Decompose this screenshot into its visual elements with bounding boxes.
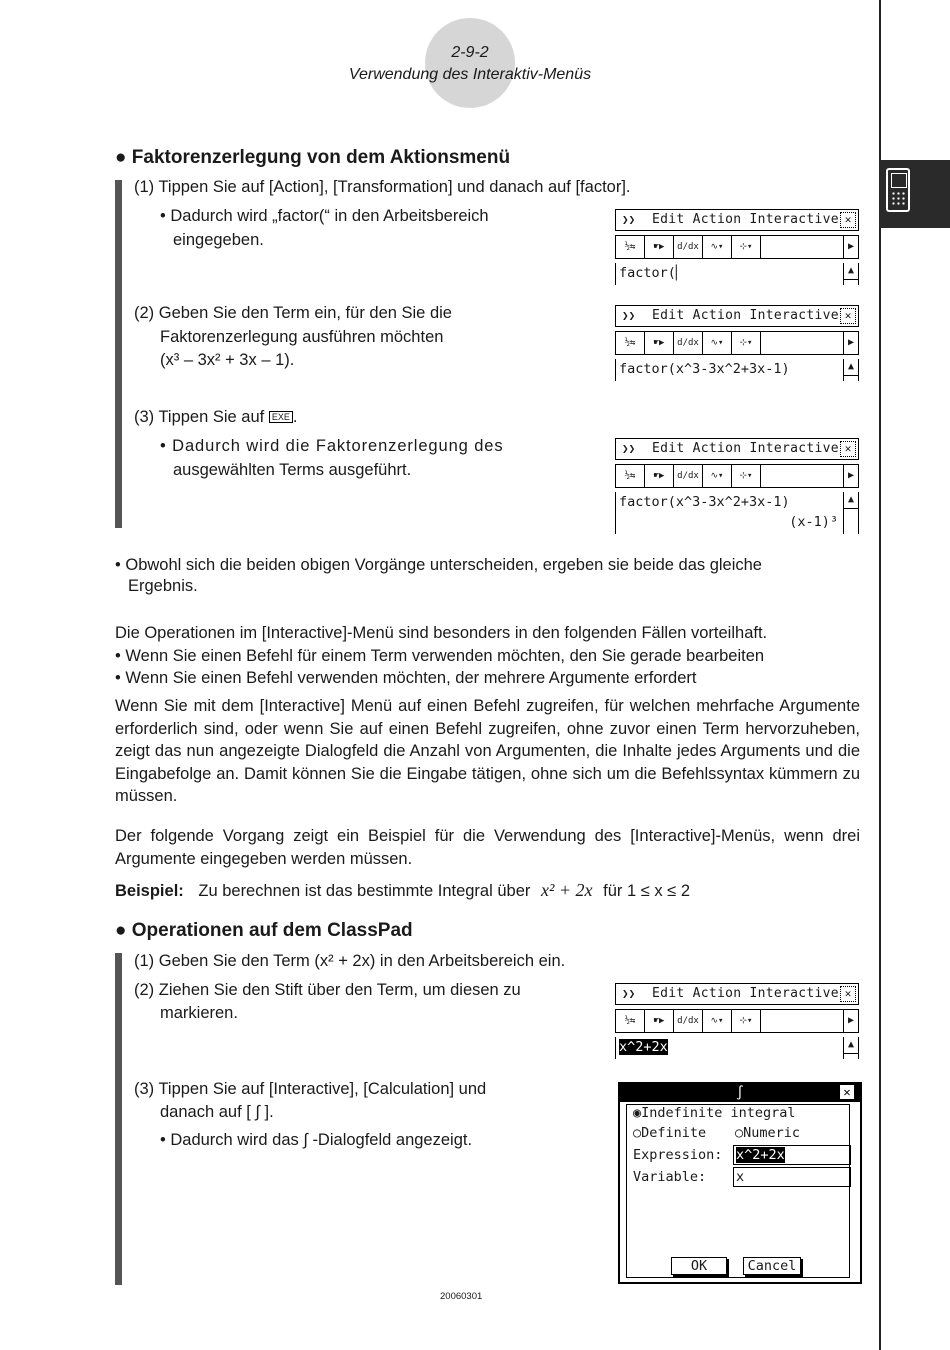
fraction-toggle-icon[interactable]: ½⇆: [616, 1010, 645, 1032]
table-graph-icon[interactable]: ⊹▾: [732, 236, 761, 258]
work-input: factor(▏: [619, 265, 685, 281]
hand-icon[interactable]: ☛▶: [645, 1010, 674, 1032]
example-text: Zu berechnen ist das bestimmte Integral über: [198, 882, 531, 900]
close-icon[interactable]: ✕: [840, 212, 856, 228]
calc-screen-1: [615, 209, 859, 285]
s2-step2-cont: markieren.: [160, 1004, 238, 1022]
work-input: factor(x^3-3x^2+3x-1): [619, 494, 790, 510]
s2-step1: (1) Geben Sie den Term (x² + 2x) in den Arbeitsbereich ein.: [134, 952, 566, 970]
example-line: [115, 880, 690, 901]
radio-indefinite-integral[interactable]: ◉Indefinite integral: [633, 1105, 796, 1121]
double-chevron-down-icon[interactable]: ❯❯: [622, 987, 636, 1000]
section1-bar: [115, 180, 122, 528]
s1-step2-cont: Faktorenzerlegung ausführen möchten: [160, 328, 444, 346]
expression-label: Expression:: [633, 1147, 723, 1163]
chapter-tab: [879, 160, 950, 228]
explanation-paragraph: Wenn Sie mit dem [Interactive] Menü auf einen Befehl zugreifen, für welchen mehrfache Argumente erforderlich sind, oder wenn Sie auf einen Befehl zugreifen, ohne zuvor einen Term hervorzuheben, zeigt das nun angezeigte Dialogfeld die Anzahl von Argumenten, die Inhalte jedes Arguments und die Eingabefolge an. Damit können Sie die Eingabe tätigen, ohne sich um die Befehlssyntax kümmern zu müssen.: [115, 697, 860, 806]
s2-step2: (2) Ziehen Sie den Stift über den Term, um diesen zu: [134, 981, 521, 999]
scrollbar[interactable]: ▲: [843, 359, 858, 381]
toolbar-next-icon[interactable]: ▶: [843, 465, 858, 487]
radio-definite[interactable]: ○Definite: [633, 1125, 707, 1141]
bullet-arguments: • Wenn Sie einen Befehl verwenden möchten, der mehrere Argumente erfordert: [115, 669, 697, 687]
table-graph-icon[interactable]: ⊹▾: [732, 1010, 761, 1032]
example-intro-paragraph: Der folgende Vorgang zeigt ein Beispiel für die Verwendung des [Interactive]-Menüs, wenn drei Argumente eingegeben werden müssen.: [115, 827, 860, 868]
example-expression: x² + 2x: [540, 880, 593, 900]
close-icon[interactable]: ✕: [840, 308, 856, 324]
expression-field[interactable]: x^2+2x: [733, 1145, 851, 1165]
graph-icon[interactable]: ∿▾: [703, 236, 732, 258]
scrollbar[interactable]: ▲: [843, 263, 858, 285]
s2-step3-bullet: • Dadurch wird das ∫ -Dialogfeld angezeigt.: [160, 1131, 473, 1149]
note-same-result: • Obwohl sich die beiden obigen Vorgänge unterscheiden, ergeben sie beide das gleiche: [115, 556, 762, 574]
calc-toolbar: [615, 331, 859, 355]
graph-icon[interactable]: ∿▾: [703, 332, 732, 354]
work-area[interactable]: [615, 359, 859, 381]
calc-menubar[interactable]: ❯❯ Edit Action Interactive ✕: [615, 983, 859, 1005]
work-result: (x-1)³: [789, 514, 838, 530]
graph-icon[interactable]: ∿▾: [703, 465, 732, 487]
double-chevron-down-icon[interactable]: ❯❯: [622, 442, 636, 455]
s1-step2-term: (x³ – 3x² + 3x – 1).: [160, 351, 295, 369]
radio-numeric[interactable]: ○Numeric: [735, 1125, 801, 1141]
s1-step1-bullet: • Dadurch wird „factor(“ in den Arbeitsbereich: [160, 207, 489, 225]
double-chevron-down-icon[interactable]: ❯❯: [622, 213, 636, 226]
intro-text: Die Operationen im [Interactive]-Menü sind besonders in den folgenden Fällen vorteilhaft.: [115, 624, 768, 642]
s2-step3: (3) Tippen Sie auf [Interactive], [Calculation] und: [134, 1080, 487, 1098]
s1-step1: (1) Tippen Sie auf [Action], [Transformation] und danach auf [factor].: [134, 178, 631, 196]
double-chevron-down-icon[interactable]: ❯❯: [622, 309, 636, 322]
derivative-icon[interactable]: d/dx: [674, 465, 703, 487]
calculator-icon: [886, 168, 910, 212]
s2-step3-cont: danach auf [ ∫ ].: [160, 1103, 274, 1121]
example-label: Beispiel:: [115, 882, 184, 900]
section1-heading: ● Faktorenzerlegung von dem Aktionsmenü: [115, 147, 511, 168]
derivative-icon[interactable]: d/dx: [674, 1010, 703, 1032]
s1-step2: (2) Geben Sie den Term ein, für den Sie die: [134, 304, 452, 322]
ok-button[interactable]: OK: [671, 1257, 727, 1275]
table-graph-icon[interactable]: ⊹▾: [732, 332, 761, 354]
hand-icon[interactable]: ☛▶: [645, 236, 674, 258]
close-icon[interactable]: ✕: [840, 441, 856, 457]
variable-field[interactable]: x: [733, 1167, 851, 1187]
work-area[interactable]: [615, 1037, 859, 1059]
fraction-toggle-icon[interactable]: ½⇆: [616, 236, 645, 258]
section2-bar: [115, 953, 122, 1285]
work-input: factor(x^3-3x^2+3x-1): [619, 361, 790, 377]
bullet-editing: • Wenn Sie einen Befehl für einem Term verwenden möchten, den Sie gerade bearbeiten: [115, 647, 765, 665]
selected-term[interactable]: x^2+2x: [619, 1039, 668, 1055]
calc-toolbar: [615, 235, 859, 259]
dialog-title: ∫: [735, 1085, 745, 1101]
exe-key-icon: EXE: [269, 411, 293, 423]
calc-screen-4: [615, 983, 859, 1059]
section2-heading: ● Operationen auf dem ClassPad: [115, 920, 413, 941]
calc-menubar[interactable]: ❯❯ Edit Action Interactive ✕: [615, 305, 859, 327]
page-header-title: Verwendung des Interaktiv-Menüs: [348, 66, 592, 83]
variable-label: Variable:: [633, 1169, 707, 1185]
cancel-button[interactable]: Cancel: [743, 1257, 801, 1275]
toolbar-next-icon[interactable]: ▶: [843, 332, 858, 354]
calc-toolbar: [615, 464, 859, 488]
dialog-close-icon[interactable]: ✕: [840, 1085, 854, 1099]
work-area[interactable]: [615, 492, 859, 534]
dialog-body: [626, 1104, 850, 1278]
s1-step3-bullet: • Dadurch wird die Faktorenzerlegung des: [160, 437, 504, 455]
header-circle: [425, 18, 515, 108]
work-area[interactable]: [615, 263, 859, 285]
fraction-toggle-icon[interactable]: ½⇆: [616, 465, 645, 487]
calc-screen-2: [615, 305, 859, 381]
calc-screen-3: [615, 438, 859, 534]
s1-step1-bullet-cont: eingegeben.: [173, 231, 264, 249]
table-graph-icon[interactable]: ⊹▾: [732, 465, 761, 487]
scrollbar[interactable]: ▲: [843, 492, 858, 534]
footer-code: 20060301: [440, 1291, 483, 1302]
work-input: [616, 1037, 858, 1057]
graph-icon[interactable]: ∿▾: [703, 1010, 732, 1032]
calc-menubar[interactable]: ❯❯ Edit Action Interactive ✕: [615, 209, 859, 231]
close-icon[interactable]: ✕: [840, 986, 856, 1002]
fraction-toggle-icon[interactable]: ½⇆: [616, 332, 645, 354]
toolbar-next-icon[interactable]: ▶: [843, 1010, 858, 1032]
hand-icon[interactable]: ☛▶: [645, 332, 674, 354]
hand-icon[interactable]: ☛▶: [645, 465, 674, 487]
s1-step3: (3) Tippen Sie auf EXE .: [134, 408, 298, 426]
derivative-icon[interactable]: d/dx: [674, 332, 703, 354]
dialog-title-bar: [620, 1084, 860, 1102]
note-same-result-cont: Ergebnis.: [128, 577, 198, 595]
derivative-icon[interactable]: d/dx: [674, 236, 703, 258]
calc-toolbar: [615, 1009, 859, 1033]
calc-menubar[interactable]: ❯❯ Edit Action Interactive ✕: [615, 438, 859, 460]
toolbar-next-icon[interactable]: ▶: [843, 236, 858, 258]
scrollbar[interactable]: ▲: [843, 1037, 858, 1059]
page-number: 2-9-2: [451, 44, 489, 61]
integral-dialog: [618, 1082, 862, 1284]
example-range: für 1 ≤ x ≤ 2: [603, 882, 691, 900]
s1-step3-bullet-cont: ausgewählten Terms ausgeführt.: [173, 461, 412, 479]
